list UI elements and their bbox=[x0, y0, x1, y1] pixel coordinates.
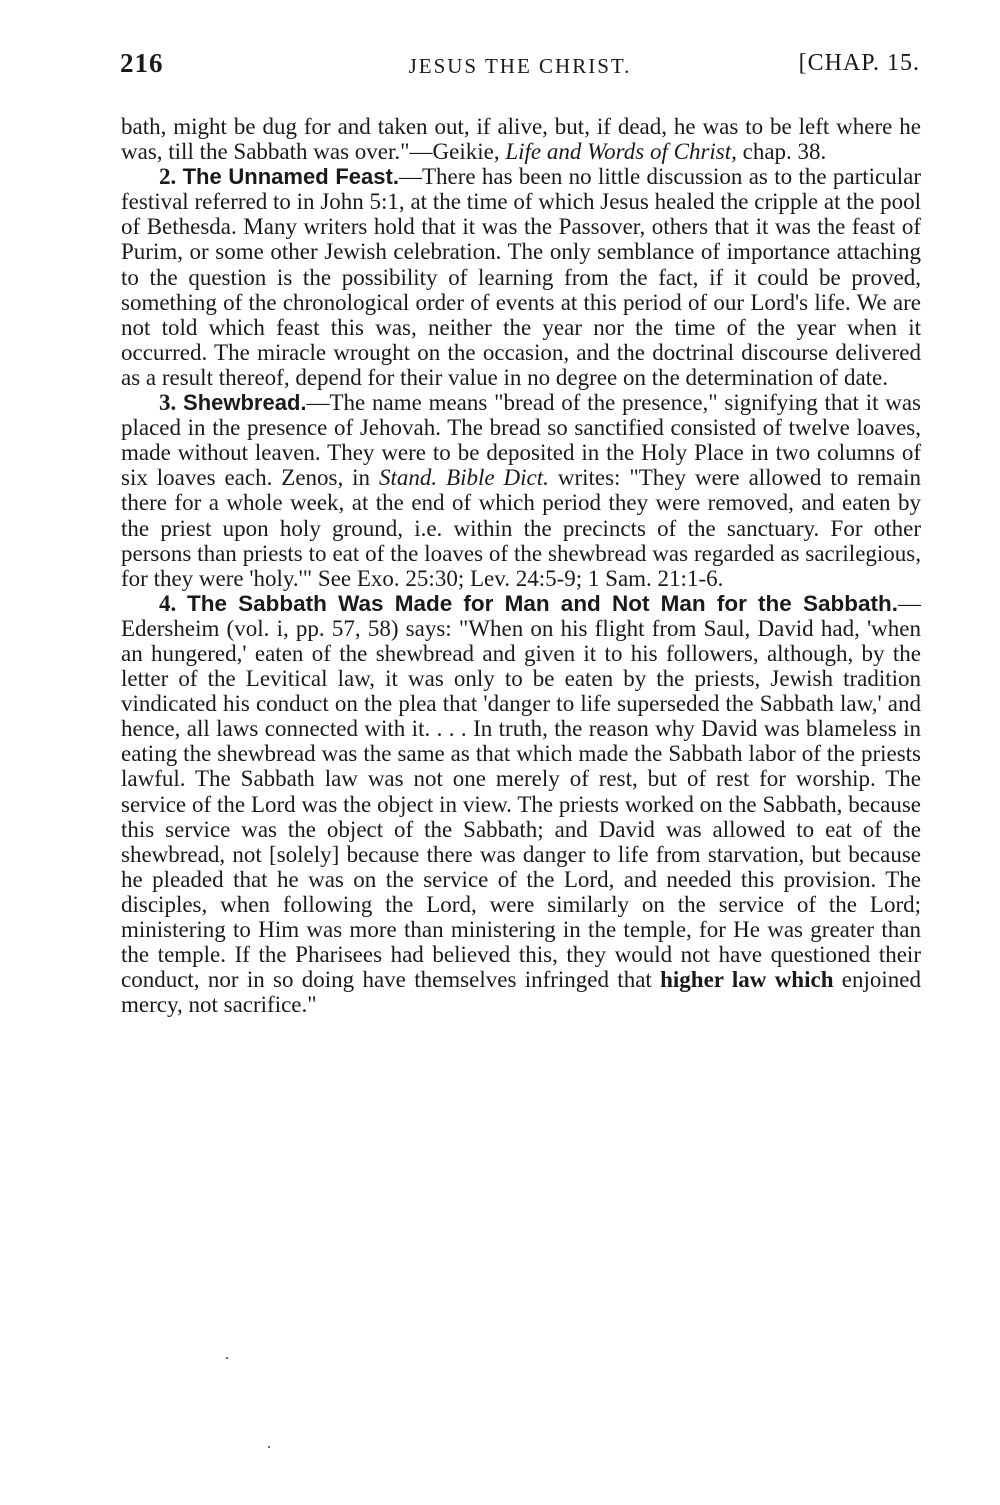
note-body: —The name means "bread of the presence," signifying that it was placed in the presence of Jehovah. The bread so sanctified consisted of twelve loaves, made without leaven. They were to be deposited in the Holy Place in two columns of six loaves each. Zenos, in bbox=[121, 390, 922, 491]
bold-phrase: higher law which bbox=[660, 967, 834, 993]
note-body-continued: enjoined mercy, not sacrifice." bbox=[121, 967, 922, 1018]
source-title: Life and Words of Christ, bbox=[505, 139, 737, 165]
notes-body bbox=[121, 114, 921, 1017]
continuation-text: bath, might be dug for and taken out, if alive, but, if dead, he was to be left where he was, till the Sabbath was over."—Geikie, bbox=[121, 114, 921, 165]
running-title: JESUS THE CHRIST. bbox=[408, 54, 632, 78]
note-number: 4. bbox=[159, 590, 177, 616]
note-number: 3. bbox=[159, 390, 177, 416]
note-body: —Edersheim (vol. i, pp. 57, 58) says: "When on his flight from Saul, David had, 'when an hungered,' eaten of the shewbread and given it to his followers, although, by the letter of the Levitical law, it was only to be eaten by the priests, Jewish tradition vindicated his conduct on the plea that 'danger to life superseded the Sabbath law,' and hence, all laws connected with it. . . . In truth, the reason why David was blameless in eating the shewbread was the same as that which made the Sabbath labor of the priests lawful. The Sabbath law was not one merely of rest, but of rest for worship. The service of the Lord was the object in view. The priests worked on the Sabbath, because this service was the object of the Sabbath; and David was allowed to eat of the shewbread, not [solely] because there was danger to life from starvation, but because he pleaded that he was on the service of the Lord, and needed this provision. The disciples, when following the Lord, were similarly on the service of the Lord; ministering to Him was more than ministering in the temple, for He was greater than the temple. If the Pharisees had believed this, they would not have questioned their conduct, nor in so doing have themselves infringed that bbox=[121, 590, 922, 993]
running-header bbox=[120, 48, 920, 88]
note-heading: The Unnamed Feast. bbox=[182, 164, 399, 190]
note-body: —There has been no little discussion as to the particular festival referred to in John 5:1, at the time of which Jesus healed the cripple at the pool of Bethesda. Many writers hold that it was the Passover, others that it was the feast of Purim, or some other Jewish celebration. The only semblance of importance attaching to the question is the possibility of learning from the fact, if it could be proved, something of the chronological order of events at this period of our Lord's life. We are not told which feast this was, neither the year nor the time of the year when it occurred. The miracle wrought on the occasion, and the doctrinal discourse delivered as a result thereof, depend for their value in no degree on the determination of date. bbox=[121, 164, 921, 390]
print-speck bbox=[268, 1446, 270, 1448]
note-3 bbox=[121, 390, 921, 591]
dictionary-title: Stand. Bible Dict. bbox=[379, 465, 549, 491]
note-body-continued: writes: "They were allowed to remain there for a whole week, at the end of which period they were removed, and eaten by the priest upon holy ground, i.e. within the precincts of the sanctuary. For other persons than priests to eat of the loaves of the shewbread was regarded as sacrilegious, for they were 'holy.'" See Exo. 25:30; Lev. 24:5-9; 1 Sam. 21:1-6. bbox=[121, 465, 921, 591]
chapter-label: [CHAP. 15. bbox=[798, 50, 920, 76]
note-4 bbox=[121, 591, 921, 1018]
note-continuation bbox=[121, 114, 921, 164]
note-number: 2. bbox=[159, 164, 177, 190]
print-speck bbox=[226, 1357, 228, 1359]
note-2 bbox=[121, 164, 921, 390]
page-number: 216 bbox=[120, 48, 164, 78]
source-tail: chap. 38. bbox=[736, 139, 827, 165]
note-heading: The Sabbath Was Made for Man and Not Man for the Sabbath. bbox=[186, 590, 899, 616]
note-heading: Shewbread. bbox=[183, 390, 307, 416]
